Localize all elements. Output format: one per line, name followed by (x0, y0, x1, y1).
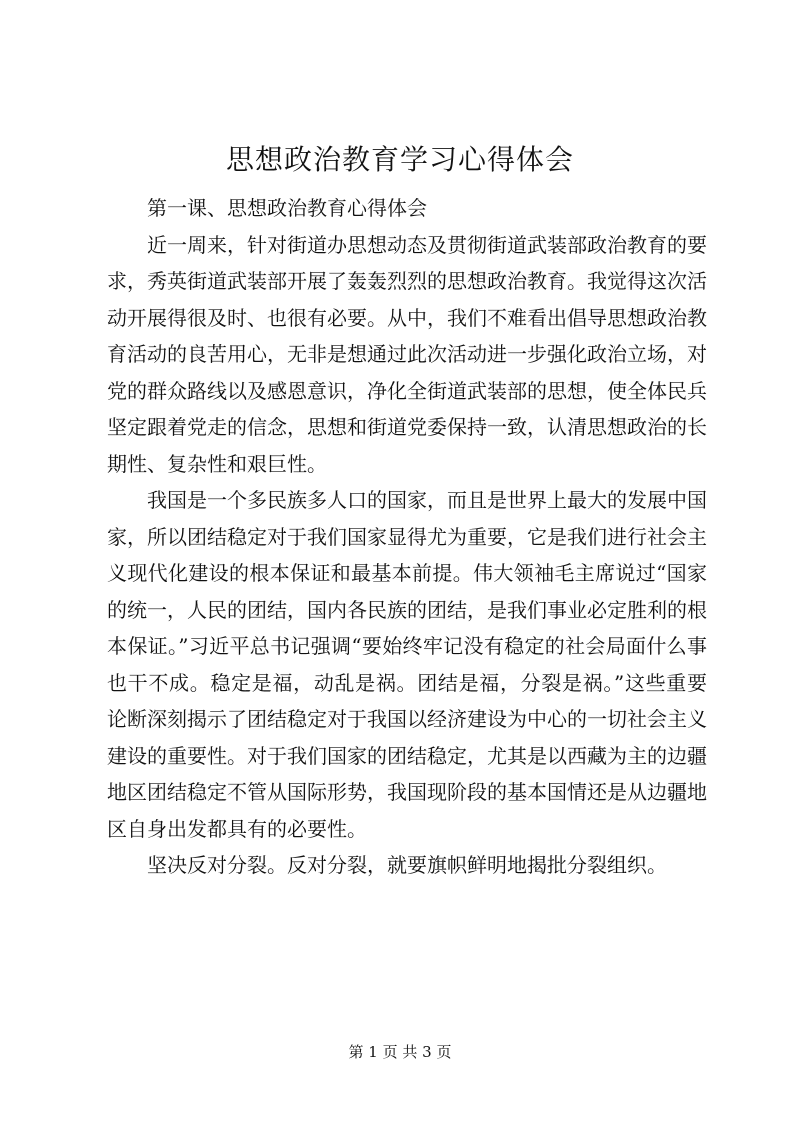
paragraph-oppose-separatism: 坚决反对分裂。反对分裂，就要旗帜鲜明地揭批分裂组织。 (147, 853, 667, 877)
page-footer: 第 1 页 共 3 页 (348, 1043, 452, 1061)
document-title: 思想政治教育学习心得体会 (225, 143, 574, 176)
paragraph-unity-stability: 我国是一个多民族多人口的国家，而且是世界上最大的发展中国家，所以团结稳定对于我们国家显得尤为重要，它是我们进行社会主义现代化建设的根本保证和最基本前提。伟大领袖毛主席说过“国家的统一，人民的团结，国内各民族的团结，是我们事业必定胜利的根本保证。”习近平总书记强调“要始终牢记没有稳定的社会局面什么事也干不成。稳定是福，动乱是祸。团结是福，分裂是祸。”这些重要论断深刻揭示了团结稳定对于我国以经济建设为中心的一切社会主义建设的重要性。对于我们国家的团结稳定，尤其是以西藏为主的边疆地区团结稳定不管从国际形势，我国现阶段的基本国情还是从边疆地区自身出发都具有的必要性。 (107, 488, 707, 841)
paragraph-lesson-heading: 第一课、思想政治教育心得体会 (147, 196, 427, 220)
paragraph-education-activity: 近一周来，针对街道办思想动态及贯彻街道武装部政治教育的要求，秀英街道武装部开展了轰轰烈烈的思想政治教育。我觉得这次活动开展得很及时、也很有必要。从中，我们不难看出倡导思想政治教育活动的良苦用心，无非是想通过此次活动进一步强化政治立场，对党的群众路线以及感恩意识，净化全街道武装部的思想，使全体民兵坚定跟着党走的信念，思想和街道党委保持一致，认清思想政治的长期性、复杂性和艰巨性。 (107, 232, 707, 476)
document-body (107, 190, 707, 884)
